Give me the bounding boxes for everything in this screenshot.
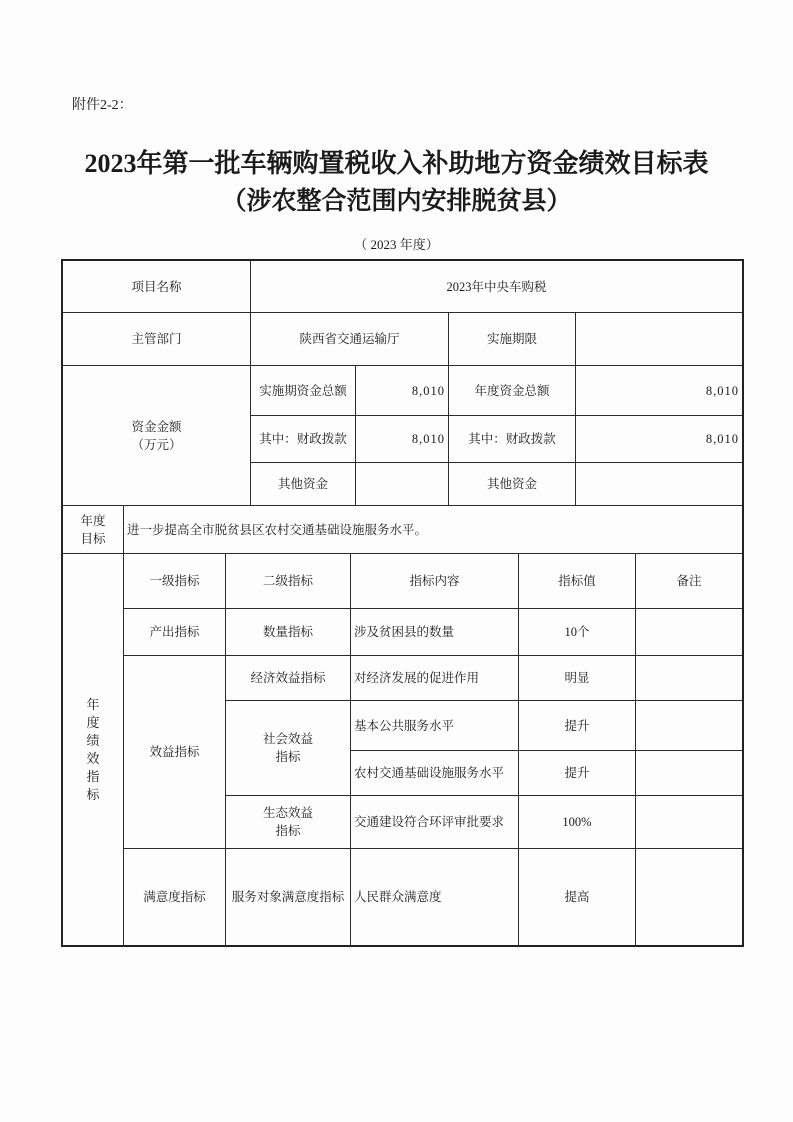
- annual-target-label: [62, 505, 124, 554]
- annual-other-value: [575, 462, 743, 506]
- department-label: 主管部门: [62, 312, 251, 366]
- social-level2: [225, 700, 351, 796]
- funds-label: [62, 365, 251, 506]
- attachment-label: 附件2-2：: [72, 98, 133, 113]
- document-title-line1: 2023年第一批车辆购置税收入补助地方资金绩效目标表: [84, 149, 709, 178]
- project-name-value: 2023年中央车购税: [250, 260, 743, 313]
- ecological-level2-line2: 指标: [275, 824, 301, 838]
- output-level2: 数量指标: [225, 608, 351, 656]
- document-title-line2: （涉农整合范围内安排脱贫县）: [221, 188, 572, 215]
- annual-target-label-line1: 年度: [80, 513, 106, 528]
- satisfaction-content: 人民群众满意度: [350, 848, 519, 946]
- annual-total-value: 8,010: [575, 365, 743, 416]
- satisfaction-level2: 服务对象满意度指标: [225, 848, 351, 946]
- economic-level2: 经济效益指标: [225, 655, 351, 701]
- annual-target-label-line2: 目标: [80, 531, 106, 546]
- annual-other-label: 其他资金: [448, 462, 576, 506]
- social-value-2: 提升: [518, 750, 636, 796]
- implementation-period-label: 实施期限: [448, 312, 576, 366]
- period-total-label: 实施期资金总额: [250, 365, 356, 416]
- satisfaction-level1: 满意度指标: [123, 848, 226, 946]
- period-other-value: [355, 462, 449, 506]
- period-fiscal-value: 8,010: [355, 415, 449, 463]
- satisfaction-note: [635, 848, 743, 946]
- output-level1: 产出指标: [123, 608, 226, 656]
- funds-label-line2: （万元）: [131, 437, 182, 452]
- ecological-content: 交通建设符合环评审批要求: [350, 795, 519, 849]
- satisfaction-value: 提高: [518, 848, 636, 946]
- economic-value: 明显: [518, 655, 636, 701]
- annual-fiscal-value: 8,010: [575, 415, 743, 463]
- ecological-note: [635, 795, 743, 849]
- social-content-2: 农村交通基础设施服务水平: [350, 750, 519, 796]
- year-caption: （ 2023 年度）: [354, 237, 439, 252]
- economic-content: 对经济发展的促进作用: [350, 655, 519, 701]
- department-value: 陕西省交通运输厅: [250, 312, 449, 366]
- social-content-1: 基本公共服务水平: [350, 700, 519, 751]
- output-value: 10个: [518, 608, 636, 656]
- ecological-level2-line1: 生态效益: [262, 806, 313, 820]
- period-total-value: 8,010: [355, 365, 449, 416]
- funds-label-line1: 资金金额: [131, 419, 182, 434]
- header-content: 指标内容: [350, 553, 519, 609]
- header-note: 备注: [635, 553, 743, 609]
- output-content: 涉及贫困县的数量: [350, 608, 519, 656]
- performance-indicators-label-text: 年度绩效指标: [86, 696, 100, 802]
- annual-target-text: 进一步提高全市脱贫县区农村交通基础设施服务水平。: [123, 505, 743, 554]
- performance-indicators-label: [62, 553, 124, 946]
- ecological-level2: [225, 795, 351, 849]
- output-note: [635, 608, 743, 656]
- header-level2: 二级指标: [225, 553, 351, 609]
- social-note-1: [635, 700, 743, 751]
- social-level2-line2: 指标: [275, 750, 301, 764]
- annual-fiscal-label: 其中：财政拨款: [448, 415, 576, 463]
- implementation-period-value: [575, 312, 743, 366]
- annual-total-label: 年度资金总额: [448, 365, 576, 416]
- social-value-1: 提升: [518, 700, 636, 751]
- social-level2-line1: 社会效益: [262, 732, 313, 746]
- period-fiscal-label: 其中：财政拨款: [250, 415, 356, 463]
- ecological-value: 100%: [518, 795, 636, 849]
- header-level1: 一级指标: [123, 553, 226, 609]
- social-note-2: [635, 750, 743, 796]
- period-other-label: 其他资金: [250, 462, 356, 506]
- project-name-label: 项目名称: [62, 260, 251, 313]
- header-value: 指标值: [518, 553, 636, 609]
- economic-note: [635, 655, 743, 701]
- benefit-level1: 效益指标: [123, 655, 226, 849]
